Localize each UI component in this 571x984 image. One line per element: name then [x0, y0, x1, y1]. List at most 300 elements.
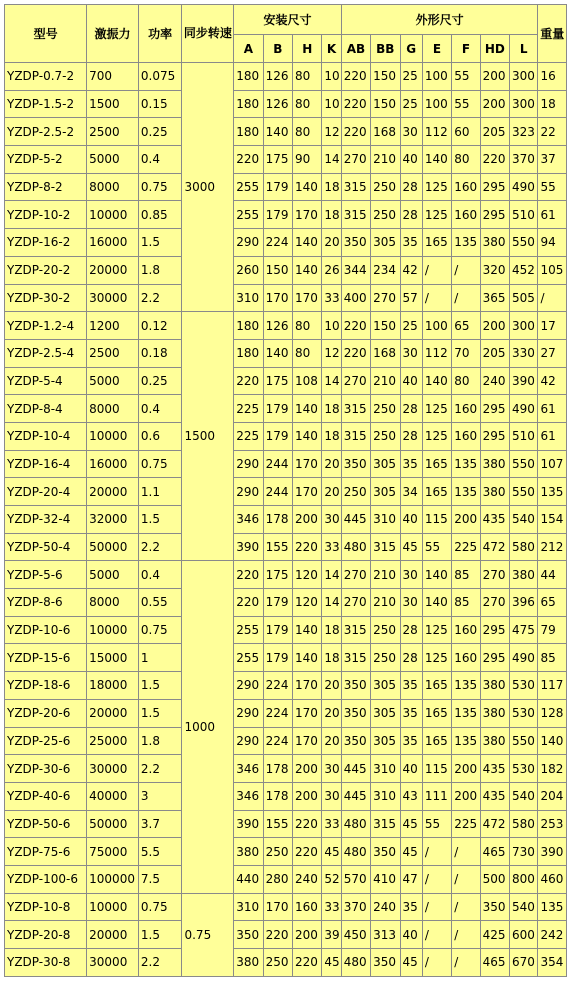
- table-cell: 250: [263, 949, 292, 977]
- table-cell: 150: [371, 312, 400, 340]
- table-cell: 30: [322, 782, 341, 810]
- table-cell: 300: [510, 312, 538, 340]
- table-cell: YZDP-10-6: [5, 616, 87, 644]
- table-cell: 28: [400, 422, 422, 450]
- table-cell: YZDP-30-6: [5, 755, 87, 783]
- table-cell: 240: [480, 367, 509, 395]
- header-B: B: [263, 35, 292, 63]
- table-row: [5, 589, 567, 617]
- table-cell: YZDP-18-6: [5, 672, 87, 700]
- table-row: [5, 63, 567, 91]
- table-cell: 18: [322, 201, 341, 229]
- table-cell: 126: [263, 312, 292, 340]
- table-cell: 390: [510, 367, 538, 395]
- table-cell: 5000: [87, 367, 139, 395]
- table-cell: 290: [234, 727, 263, 755]
- table-cell: 220: [234, 561, 263, 589]
- table-cell: 350: [341, 672, 370, 700]
- table-cell: 18: [322, 395, 341, 423]
- table-cell: 295: [480, 422, 509, 450]
- table-cell: 18: [322, 644, 341, 672]
- table-cell: 180: [234, 339, 263, 367]
- table-cell: 135: [452, 450, 480, 478]
- table-cell: 44: [538, 561, 567, 589]
- table-cell: 140: [422, 146, 451, 174]
- table-cell: 85: [452, 589, 480, 617]
- table-cell: 179: [263, 173, 292, 201]
- table-cell: 0.75: [138, 450, 182, 478]
- table-cell: YZDP-10-2: [5, 201, 87, 229]
- table-cell: 80: [293, 90, 322, 118]
- table-cell: 305: [371, 478, 400, 506]
- table-header: [5, 5, 567, 63]
- table-cell: YZDP-5-6: [5, 561, 87, 589]
- table-cell: 380: [480, 450, 509, 478]
- table-cell: 28: [400, 201, 422, 229]
- table-cell: 250: [371, 173, 400, 201]
- table-cell: 100000: [87, 865, 139, 893]
- table-cell: 310: [371, 782, 400, 810]
- table-cell: 140: [263, 118, 292, 146]
- table-cell: 350: [341, 229, 370, 257]
- table-cell: 380: [480, 727, 509, 755]
- table-cell: 160: [452, 395, 480, 423]
- table-cell: 22: [538, 118, 567, 146]
- table-cell: 160: [452, 201, 480, 229]
- table-cell: 445: [341, 506, 370, 534]
- table-cell: 30: [400, 561, 422, 589]
- table-cell: 55: [422, 533, 451, 561]
- table-cell: 305: [371, 672, 400, 700]
- table-cell: 39: [322, 921, 341, 949]
- header-HD: HD: [480, 35, 509, 63]
- table-cell: 200: [293, 506, 322, 534]
- table-cell: /: [422, 893, 451, 921]
- table-cell: 2.2: [138, 949, 182, 977]
- table-row: [5, 90, 567, 118]
- table-cell: 480: [341, 949, 370, 977]
- header-E: E: [422, 35, 451, 63]
- header-install: 安装尺寸: [234, 5, 342, 35]
- table-cell: 200: [480, 63, 509, 91]
- table-cell: 52: [322, 865, 341, 893]
- table-cell: 1.8: [138, 727, 182, 755]
- table-cell: 179: [263, 644, 292, 672]
- table-cell: 0.6: [138, 422, 182, 450]
- header-speed: 同步转速: [182, 5, 234, 63]
- table-cell: 200: [452, 506, 480, 534]
- table-cell: 112: [422, 339, 451, 367]
- table-cell: YZDP-0.7-2: [5, 63, 87, 91]
- table-cell: 212: [538, 533, 567, 561]
- table-cell: 1.5: [138, 672, 182, 700]
- table-row: [5, 284, 567, 312]
- table-cell: 45: [400, 838, 422, 866]
- table-cell: 8000: [87, 589, 139, 617]
- table-cell: 115: [422, 755, 451, 783]
- table-cell: 35: [400, 450, 422, 478]
- table-row: [5, 672, 567, 700]
- table-cell: 182: [538, 755, 567, 783]
- table-cell: 225: [452, 810, 480, 838]
- table-cell: 107: [538, 450, 567, 478]
- table-cell: 220: [234, 146, 263, 174]
- table-cell: 0.25: [138, 118, 182, 146]
- table-cell: 40: [400, 921, 422, 949]
- table-cell: 140: [293, 256, 322, 284]
- table-cell: 1.5: [138, 506, 182, 534]
- table-cell: 18: [322, 616, 341, 644]
- table-cell: 55: [538, 173, 567, 201]
- header-model: 型号: [5, 5, 87, 63]
- table-cell: 32000: [87, 506, 139, 534]
- table-cell: 0.12: [138, 312, 182, 340]
- table-cell: 165: [422, 672, 451, 700]
- table-cell: 1.1: [138, 478, 182, 506]
- table-cell: 480: [341, 838, 370, 866]
- table-cell: 100: [422, 312, 451, 340]
- table-cell: /: [422, 838, 451, 866]
- table-cell: 45: [400, 533, 422, 561]
- table-cell: 253: [538, 810, 567, 838]
- table-body: [5, 63, 567, 977]
- table-cell: 1.5: [138, 921, 182, 949]
- table-cell: 20000: [87, 921, 139, 949]
- table-cell: 43: [400, 782, 422, 810]
- table-cell: 220: [341, 63, 370, 91]
- table-cell: 220: [341, 339, 370, 367]
- table-cell: 510: [510, 201, 538, 229]
- table-cell: 270: [341, 589, 370, 617]
- table-cell: 472: [480, 533, 509, 561]
- speed-cell: 0.75: [182, 893, 234, 976]
- table-cell: 255: [234, 201, 263, 229]
- table-cell: YZDP-32-4: [5, 506, 87, 534]
- table-cell: 220: [341, 118, 370, 146]
- table-cell: /: [452, 921, 480, 949]
- table-cell: 323: [510, 118, 538, 146]
- table-cell: 205: [480, 118, 509, 146]
- table-cell: 315: [371, 810, 400, 838]
- table-cell: 346: [234, 755, 263, 783]
- table-cell: 170: [293, 727, 322, 755]
- table-row: [5, 173, 567, 201]
- table-row: [5, 893, 567, 921]
- table-cell: 47: [400, 865, 422, 893]
- table-cell: 90: [293, 146, 322, 174]
- table-cell: /: [452, 865, 480, 893]
- table-cell: 126: [263, 90, 292, 118]
- table-cell: 465: [480, 838, 509, 866]
- table-cell: 452: [510, 256, 538, 284]
- table-cell: 480: [341, 810, 370, 838]
- table-cell: 310: [234, 893, 263, 921]
- table-cell: 295: [480, 201, 509, 229]
- table-row: [5, 450, 567, 478]
- table-cell: /: [422, 284, 451, 312]
- table-cell: 280: [263, 865, 292, 893]
- table-row: [5, 782, 567, 810]
- table-cell: 530: [510, 699, 538, 727]
- table-cell: 117: [538, 672, 567, 700]
- table-cell: 35: [400, 699, 422, 727]
- table-cell: 42: [538, 367, 567, 395]
- table-cell: 300: [510, 63, 538, 91]
- table-cell: 2500: [87, 339, 139, 367]
- table-cell: 200: [480, 90, 509, 118]
- table-cell: 205: [480, 339, 509, 367]
- header-AB: AB: [341, 35, 370, 63]
- table-cell: 0.75: [138, 893, 182, 921]
- header-BB: BB: [371, 35, 400, 63]
- table-cell: 354: [538, 949, 567, 977]
- table-cell: 0.55: [138, 589, 182, 617]
- table-cell: 270: [341, 146, 370, 174]
- table-cell: 61: [538, 395, 567, 423]
- table-cell: 61: [538, 201, 567, 229]
- table-cell: 28: [400, 395, 422, 423]
- table-cell: 155: [263, 810, 292, 838]
- table-cell: YZDP-20-2: [5, 256, 87, 284]
- table-cell: 180: [234, 118, 263, 146]
- table-cell: 295: [480, 644, 509, 672]
- header-G: G: [400, 35, 422, 63]
- table-cell: 111: [422, 782, 451, 810]
- table-row: [5, 921, 567, 949]
- table-cell: YZDP-100-6: [5, 865, 87, 893]
- table-row: [5, 118, 567, 146]
- table-cell: 500: [480, 865, 509, 893]
- table-cell: YZDP-50-4: [5, 533, 87, 561]
- table-cell: 70: [452, 339, 480, 367]
- table-cell: YZDP-10-4: [5, 422, 87, 450]
- table-cell: 250: [263, 838, 292, 866]
- table-cell: 380: [480, 229, 509, 257]
- table-cell: 160: [452, 173, 480, 201]
- table-row: [5, 146, 567, 174]
- table-cell: 180: [234, 90, 263, 118]
- table-cell: 200: [452, 755, 480, 783]
- table-cell: 5.5: [138, 838, 182, 866]
- table-cell: 100: [422, 90, 451, 118]
- table-cell: YZDP-2.5-4: [5, 339, 87, 367]
- table-cell: 150: [263, 256, 292, 284]
- table-cell: 175: [263, 146, 292, 174]
- table-cell: 65: [538, 589, 567, 617]
- table-cell: 313: [371, 921, 400, 949]
- table-cell: 465: [480, 949, 509, 977]
- header-H: H: [293, 35, 322, 63]
- table-cell: 600: [510, 921, 538, 949]
- table-cell: 530: [510, 672, 538, 700]
- table-cell: 28: [400, 616, 422, 644]
- table-cell: 370: [510, 146, 538, 174]
- table-cell: 33: [322, 810, 341, 838]
- table-cell: 290: [234, 699, 263, 727]
- table-cell: 350: [341, 699, 370, 727]
- table-cell: 20: [322, 229, 341, 257]
- speed-cell: 1500: [182, 312, 234, 561]
- table-cell: 204: [538, 782, 567, 810]
- table-cell: 255: [234, 644, 263, 672]
- table-cell: 25: [400, 90, 422, 118]
- table-cell: 140: [422, 367, 451, 395]
- header-weight: 重量: [538, 5, 567, 63]
- table-cell: YZDP-20-8: [5, 921, 87, 949]
- table-cell: 33: [322, 533, 341, 561]
- table-cell: 410: [371, 865, 400, 893]
- table-cell: 290: [234, 478, 263, 506]
- table-cell: 135: [452, 672, 480, 700]
- table-row: [5, 339, 567, 367]
- table-cell: 140: [293, 229, 322, 257]
- table-row: [5, 533, 567, 561]
- table-row: [5, 865, 567, 893]
- table-cell: 550: [510, 478, 538, 506]
- table-cell: 270: [371, 284, 400, 312]
- table-cell: YZDP-10-8: [5, 893, 87, 921]
- table-cell: 250: [371, 422, 400, 450]
- table-cell: 179: [263, 422, 292, 450]
- table-cell: 180: [234, 312, 263, 340]
- table-cell: 8000: [87, 173, 139, 201]
- table-cell: 128: [538, 699, 567, 727]
- table-cell: 120: [293, 589, 322, 617]
- table-row: [5, 256, 567, 284]
- table-cell: 0.4: [138, 561, 182, 589]
- table-cell: 140: [293, 616, 322, 644]
- table-cell: 30: [322, 755, 341, 783]
- table-cell: 10: [322, 312, 341, 340]
- table-row: [5, 229, 567, 257]
- table-row: [5, 949, 567, 977]
- table-cell: 135: [538, 478, 567, 506]
- table-cell: 14: [322, 146, 341, 174]
- table-cell: 140: [293, 173, 322, 201]
- table-cell: 28: [400, 644, 422, 672]
- table-cell: 3.7: [138, 810, 182, 838]
- table-cell: 550: [510, 450, 538, 478]
- table-cell: 55: [422, 810, 451, 838]
- table-cell: 170: [293, 201, 322, 229]
- table-cell: 225: [452, 533, 480, 561]
- table-cell: 0.75: [138, 616, 182, 644]
- table-cell: 445: [341, 755, 370, 783]
- table-cell: 220: [480, 146, 509, 174]
- table-cell: 0.4: [138, 395, 182, 423]
- table-cell: 490: [510, 644, 538, 672]
- table-cell: 2.2: [138, 533, 182, 561]
- table-cell: 125: [422, 422, 451, 450]
- table-cell: 550: [510, 229, 538, 257]
- table-cell: 8000: [87, 395, 139, 423]
- table-cell: /: [452, 256, 480, 284]
- table-cell: 200: [293, 755, 322, 783]
- table-cell: 200: [480, 312, 509, 340]
- table-cell: 135: [538, 893, 567, 921]
- table-cell: 450: [341, 921, 370, 949]
- table-cell: /: [422, 865, 451, 893]
- table-cell: YZDP-20-6: [5, 699, 87, 727]
- table-cell: 60: [452, 118, 480, 146]
- table-cell: 580: [510, 810, 538, 838]
- table-cell: 125: [422, 395, 451, 423]
- table-cell: 435: [480, 782, 509, 810]
- table-cell: 65: [452, 312, 480, 340]
- table-cell: YZDP-40-6: [5, 782, 87, 810]
- table-cell: 380: [480, 699, 509, 727]
- table-cell: 2.2: [138, 755, 182, 783]
- table-cell: 315: [371, 533, 400, 561]
- table-cell: 380: [234, 949, 263, 977]
- table-cell: 50000: [87, 810, 139, 838]
- table-cell: 346: [234, 782, 263, 810]
- table-cell: 85: [538, 644, 567, 672]
- table-cell: YZDP-16-4: [5, 450, 87, 478]
- table-cell: 80: [293, 339, 322, 367]
- table-cell: 295: [480, 616, 509, 644]
- table-cell: 390: [234, 533, 263, 561]
- table-cell: 12: [322, 118, 341, 146]
- table-cell: 170: [263, 284, 292, 312]
- table-cell: 240: [293, 865, 322, 893]
- table-cell: 30: [400, 589, 422, 617]
- table-cell: 250: [371, 201, 400, 229]
- table-cell: 315: [341, 644, 370, 672]
- table-cell: 140: [293, 644, 322, 672]
- table-cell: 125: [422, 616, 451, 644]
- table-cell: 180: [234, 63, 263, 91]
- table-cell: 380: [234, 838, 263, 866]
- table-cell: 170: [293, 478, 322, 506]
- table-cell: 242: [538, 921, 567, 949]
- table-cell: 35: [400, 229, 422, 257]
- table-cell: 165: [422, 699, 451, 727]
- table-cell: 40: [400, 146, 422, 174]
- table-cell: 30000: [87, 755, 139, 783]
- table-row: [5, 395, 567, 423]
- table-cell: 290: [234, 450, 263, 478]
- table-cell: 800: [510, 865, 538, 893]
- table-cell: 220: [341, 312, 370, 340]
- header-A: A: [234, 35, 263, 63]
- table-cell: 260: [234, 256, 263, 284]
- table-cell: 140: [293, 395, 322, 423]
- table-cell: 220: [263, 921, 292, 949]
- table-cell: 37: [538, 146, 567, 174]
- table-row: [5, 367, 567, 395]
- table-cell: 2500: [87, 118, 139, 146]
- table-cell: 79: [538, 616, 567, 644]
- table-cell: 30000: [87, 284, 139, 312]
- table-row: [5, 616, 567, 644]
- table-cell: 80: [452, 146, 480, 174]
- table-cell: 108: [293, 367, 322, 395]
- table-cell: 179: [263, 589, 292, 617]
- table-cell: 250: [371, 395, 400, 423]
- table-cell: 3: [138, 782, 182, 810]
- table-cell: 125: [422, 644, 451, 672]
- table-row: [5, 727, 567, 755]
- table-cell: 240: [371, 893, 400, 921]
- table-cell: 295: [480, 395, 509, 423]
- table-cell: 170: [293, 699, 322, 727]
- table-cell: 18: [538, 90, 567, 118]
- table-cell: 33: [322, 893, 341, 921]
- table-cell: 154: [538, 506, 567, 534]
- table-cell: 10: [322, 90, 341, 118]
- table-cell: 244: [263, 450, 292, 478]
